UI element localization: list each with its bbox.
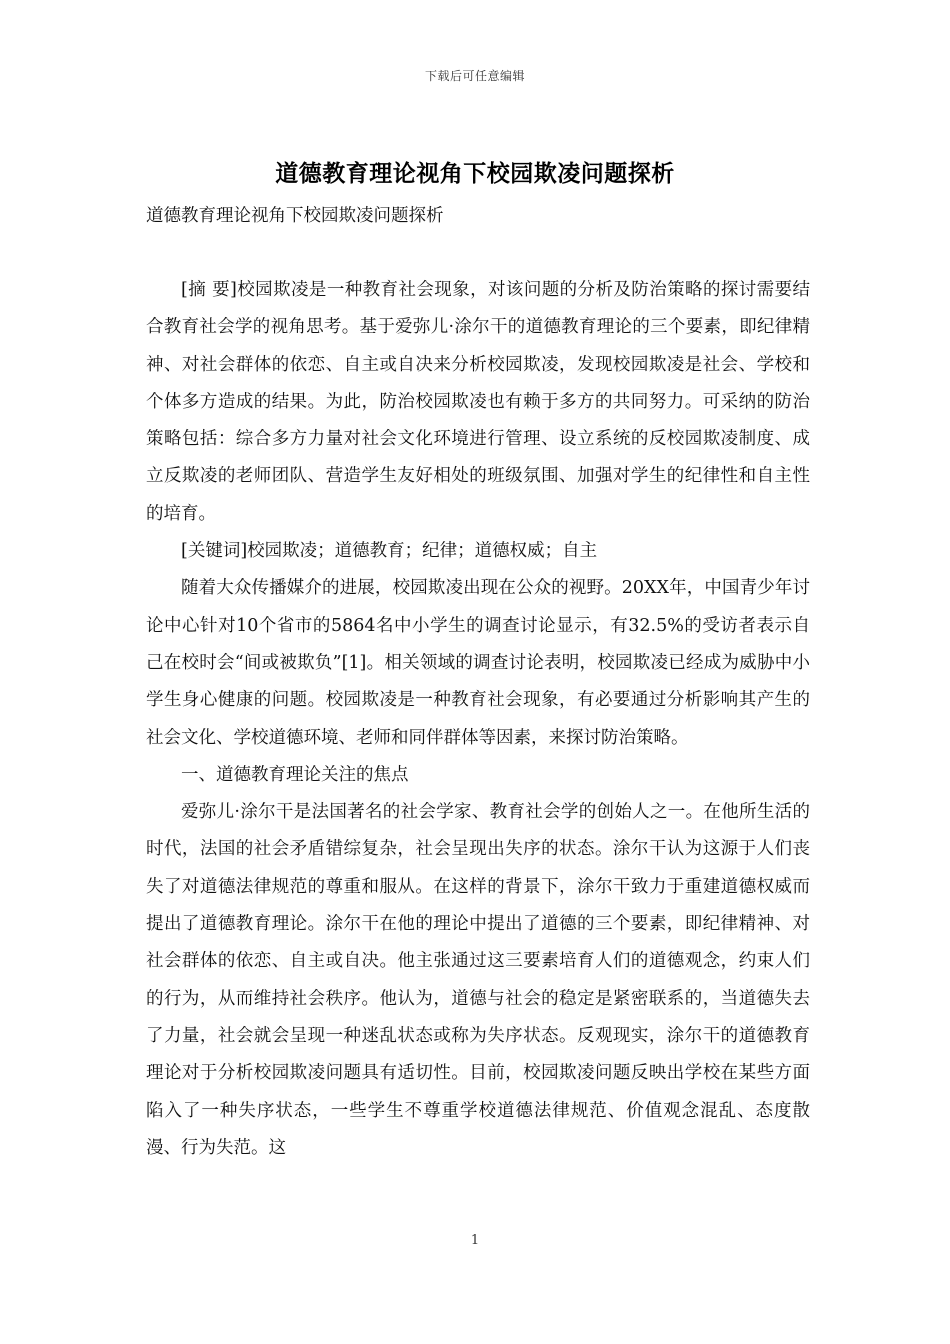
- page-number: 1: [470, 1233, 480, 1248]
- intro-paragraph: 随着大众传播媒介的进展，校园欺凌出现在公众的视野。20XX年，中国青少年讨论中心针对10个省市的5864名中小学生的调查讨论显示，有32.5%的受访者表示自己在校时会“间或被欺负”[1]。相关领域的调查讨论表明，校园欺凌已经成为威胁中小学生身心健康的问题。校园欺凌是一种教育社会现象，有必要通过分析影响其产生的社会文化、学校道德环境、老师和同伴群体等因素，来探讨防治策略。: [146, 578, 810, 748]
- section-heading: 一、道德教育理论关注的焦点: [181, 764, 409, 785]
- header-note: 下载后可任意编辑: [424, 69, 525, 83]
- document-subtitle: 道德教育理论视角下校园欺凌问题探析: [146, 206, 444, 226]
- section-paragraph: 爱弥儿·涂尔干是法国著名的社会学家、教育社会学的创始人之一。在他所生活的时代，法国的社会矛盾错综复杂，社会呈现出失序的状态。涂尔干认为这源于人们丧失了对道德法律规范的尊重和服从。在这样的背景下，涂尔干致力于重建道德权威而提出了道德教育理论。涂尔干在他的理论中提出了道德的三个要素，即纪律精神、对社会群体的依恋、自主或自决。他主张通过这三要素培育人们的道德观念，约束人们的行为，从而维持社会秩序。他认为，道德与社会的稳定是紧密联系的，当道德失去了力量，社会就会呈现一种迷乱状态或称为失序状态。反观现实，涂尔干的道德教育理论对于分析校园欺凌问题具有适切性。目前，校园欺凌问题反映出学校在某些方面陷入了一种失序状态，一些学生不尊重学校道德法律规范、价值观念混乱、态度散漫、行为失范。这: [146, 802, 810, 1158]
- document-title: 道德教育理论视角下校园欺凌问题探析: [275, 161, 675, 187]
- document-body: [146, 272, 810, 1167]
- abstract-paragraph: [摘 要]校园欺凌是一种教育社会现象，对该问题的分析及防治策略的探讨需要结合教育社会学的视角思考。基于爱弥儿·涂尔干的道德教育理论的三个要素，即纪律精神、对社会群体的依恋、自主或自决来分析校园欺凌，发现校园欺凌是社会、学校和个体多方造成的结果。为此，防治校园欺凌也有赖于多方的共同努力。可采纳的防治策略包括：综合多方力量对社会文化环境进行管理、设立系统的反校园欺凌制度、成立反欺凌的老师团队、营造学生友好相处的班级氛围、加强对学生的纪律性和自主性的培育。: [146, 280, 810, 524]
- keywords-paragraph: [关键词]校园欺凌；道德教育；纪律；道德权威；自主: [181, 541, 598, 562]
